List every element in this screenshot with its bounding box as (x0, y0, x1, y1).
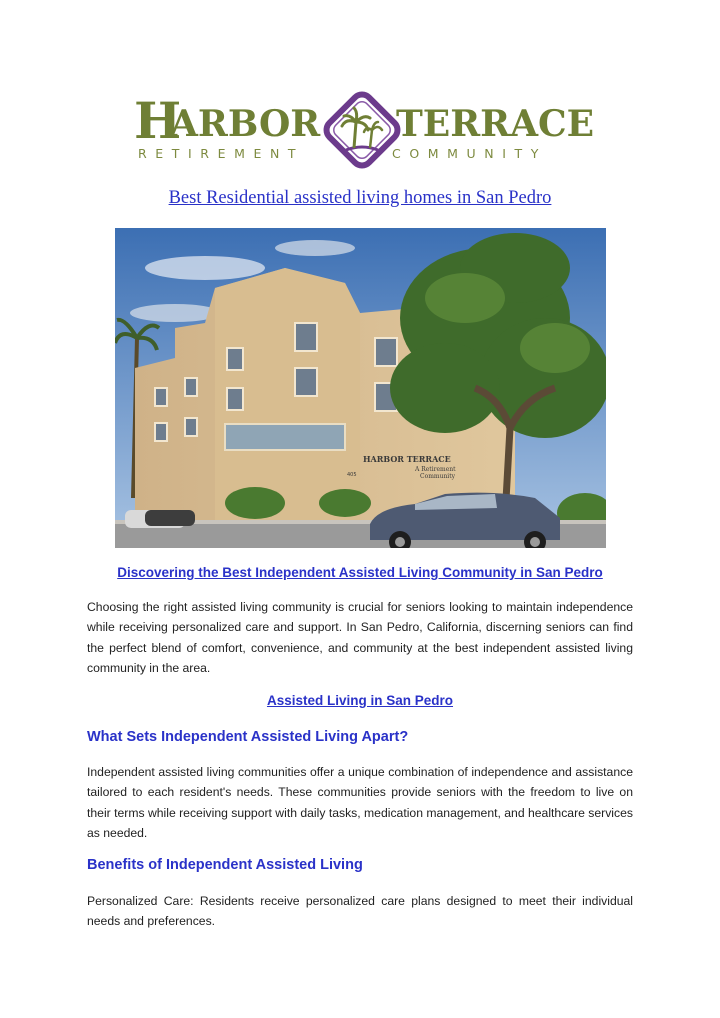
logo-initial: H (134, 91, 182, 150)
sign-text-line1: HARBOR TERRACE (363, 454, 451, 464)
logo-subtitle-left: RETIREMENT (138, 146, 305, 161)
page-title[interactable]: Best Residential assisted living homes in San Pedro (168, 188, 552, 208)
harbor-terrace-logo (134, 88, 595, 172)
apart-paragraph: Independent assisted living communities offer a unique combination of independence and assistance tailored to each resident's needs. These communities provide seniors with the freedom to live on their terms while receiving support with daily tasks, medication management, and healthcare services as needed. (87, 765, 633, 841)
benefits-paragraph: Personalized Care: Residents receive personalized care plans designed to meet their individual needs and preferences. (87, 894, 633, 929)
logo-word-right: TERRACE (396, 103, 595, 145)
intro-paragraph: Choosing the right assisted living community is crucial for seniors looking to maintain independence while receiving personalized care and support. In San Pedro, California, discerning seniors can find the perfect blend of comfort, convenience, and community at the best independent assisted living community in the area. (87, 600, 633, 676)
logo-subtitle-right: COMMUNITY (392, 146, 547, 161)
sign-text-line3: Community (420, 473, 456, 480)
sign-text-line2: A Retirement (415, 466, 456, 473)
discovering-heading-link[interactable]: Discovering the Best Independent Assisted Living Community in San Pedro (117, 565, 603, 580)
logo-word-left: ARBOR (170, 103, 321, 145)
benefits-heading: Benefits of Independent Assisted Living (87, 857, 363, 873)
assisted-living-link[interactable]: Assisted Living in San Pedro (266, 693, 454, 708)
palm-emblem-icon (320, 88, 404, 172)
building-photo (115, 228, 606, 548)
apart-heading: What Sets Independent Assisted Living Apart? (87, 729, 409, 745)
address-number: 405 (347, 472, 357, 478)
